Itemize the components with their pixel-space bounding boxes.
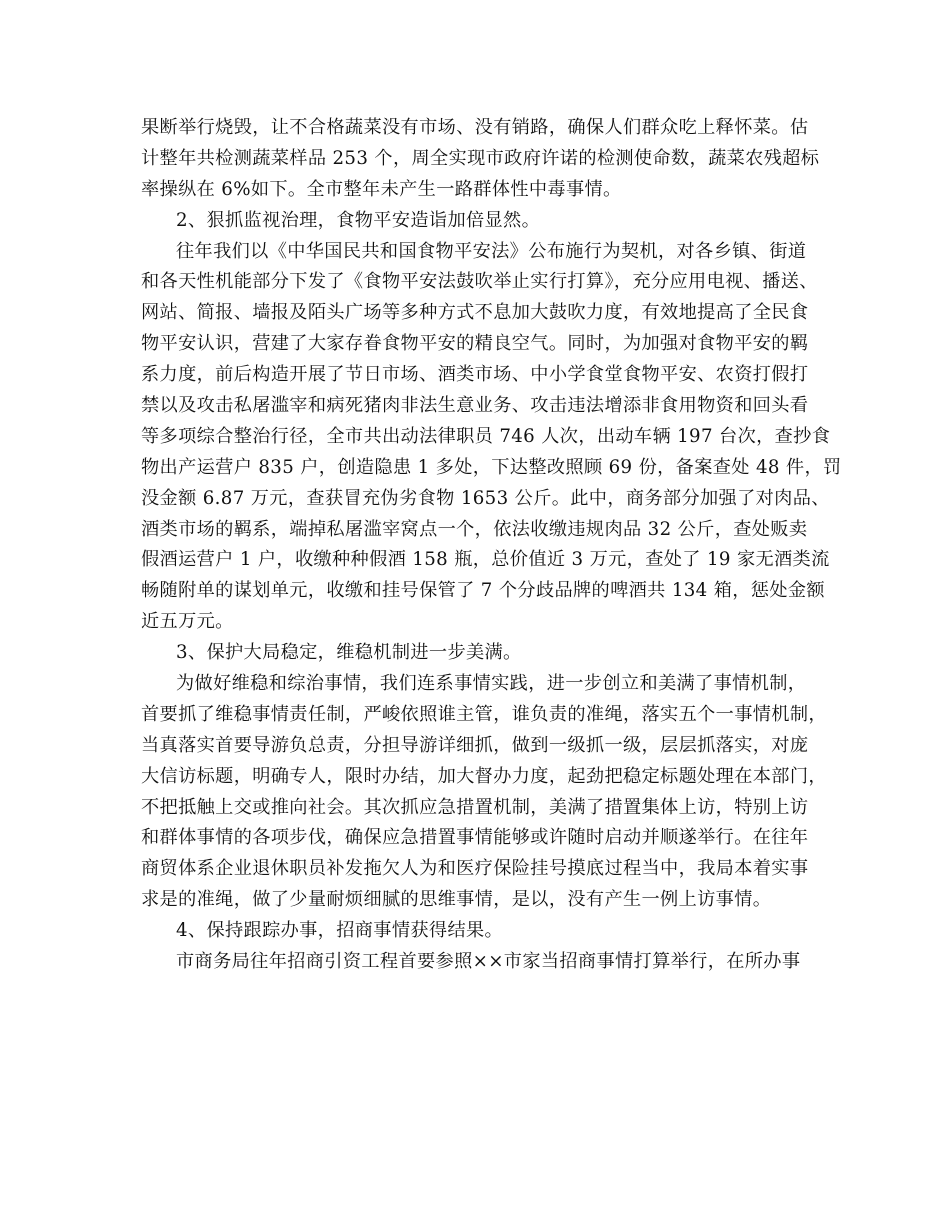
text-line: 近五万元。 <box>141 611 234 633</box>
text-line: 大信访标题，明确专人，限时办结，加大督办力度，起劲把稳定标题处理在本部门， <box>141 765 827 787</box>
text-line: 商贸体系企业退休职员补发拖欠人为和医疗保险挂号摸底过程当中，我局本着实事 <box>141 858 809 880</box>
paragraph-start-line: 为做好维稳和综治事情，我们连系事情实践，进一步创立和美满了事情机制， <box>176 673 807 695</box>
text-line: 假酒运营户 1 户，收缴种种假酒 158 瓶，总价值近 3 万元，查处了 19 家无酒类流 <box>141 549 830 571</box>
text-line: 求是的准绳，做了少量耐烦细腻的思维事情，是以，没有产生一例上访事情。 <box>141 889 772 911</box>
text-line: 物出产运营户 835 户，创造隐患 1 多处，下达整改照顾 69 份，备案查处 48 件，罚 <box>141 456 842 478</box>
text-line: 系力度，前后构造开展了节日市场、酒类市场、中小学食堂食物平安、农资打假打 <box>141 364 809 386</box>
text-line: 等多项综合整治行径，全市共出动法律职员 746 人次，出动车辆 197 台次，查抄食 <box>141 425 831 447</box>
text-line: 畅随附单的谋划单元，收缴和挂号保管了 7 个分歧品牌的啤酒共 134 箱，惩处金额 <box>141 580 825 602</box>
paragraph-start-line: 往年我们以《中华国民共和国食物平安法》公布施行为契机，对各乡镇、街道 <box>176 240 807 262</box>
text-line: 和各天性机能部分下发了《食物平安法鼓吹举止实行打算》，充分应用电视、播送、 <box>141 271 818 293</box>
text-line: 酒类市场的羁系，端掉私屠滥宰窝点一个，依法收缴违规肉品 32 公斤，查处贩卖 <box>141 518 808 540</box>
document-body <box>141 113 842 978</box>
text-line: 首要抓了维稳事情责任制，严峻依照谁主管，谁负责的准绳，落实五个一事情机制， <box>141 703 827 725</box>
section-heading: 4、保持跟踪办事，招商事情获得结果。 <box>176 920 504 942</box>
text-line: 不把抵触上交或推向社会。其次抓应急措置机制，美满了措置集体上访，特别上访 <box>141 796 809 818</box>
text-line: 和群体事情的各项步伐，确保应急措置事情能够或许随时启动并顺遂举行。在往年 <box>141 827 809 849</box>
text-line: 没金额 6.87 万元，查获冒充伪劣食物 1653 公斤。此中，商务部分加强了对肉品、 <box>141 487 830 509</box>
section-heading: 3、保护大局稳定，维稳机制进一步美满。 <box>176 642 522 664</box>
text-line: 物平安认识，营建了大家存眷食物平安的精良空气。同时，为加强对食物平安的羁 <box>141 333 809 355</box>
text-line: 禁以及攻击私屠滥宰和病死猪肉非法生意业务、攻击违法增添非食用物资和回头看 <box>141 395 809 417</box>
section-heading: 2、狠抓监视治理，食物平安造诣加倍显然。 <box>176 209 541 231</box>
paragraph-start-line: 市商务局往年招商引资工程首要参照××市家当招商事情打算举行，在所办事 <box>176 951 801 973</box>
text-line: 网站、简报、墙报及陌头广场等多种方式不息加大鼓吹力度，有效地提高了全民食 <box>141 302 809 324</box>
text-line: 计整年共检测蔬菜样品 253 个，周全实现市政府许诺的检测使命数，蔬菜农残超标 <box>141 147 820 169</box>
text-line: 果断举行烧毁，让不合格蔬菜没有市场、没有销路，确保人们群众吃上释怀菜。估 <box>141 117 809 138</box>
text-line: 当真落实首要导游负总责，分担导游详细抓，做到一级抓一级，层层抓落实，对庞 <box>141 734 809 756</box>
text-line: 率操纵在 6%如下。全市整年未产生一路群体性中毒事情。 <box>141 178 622 200</box>
